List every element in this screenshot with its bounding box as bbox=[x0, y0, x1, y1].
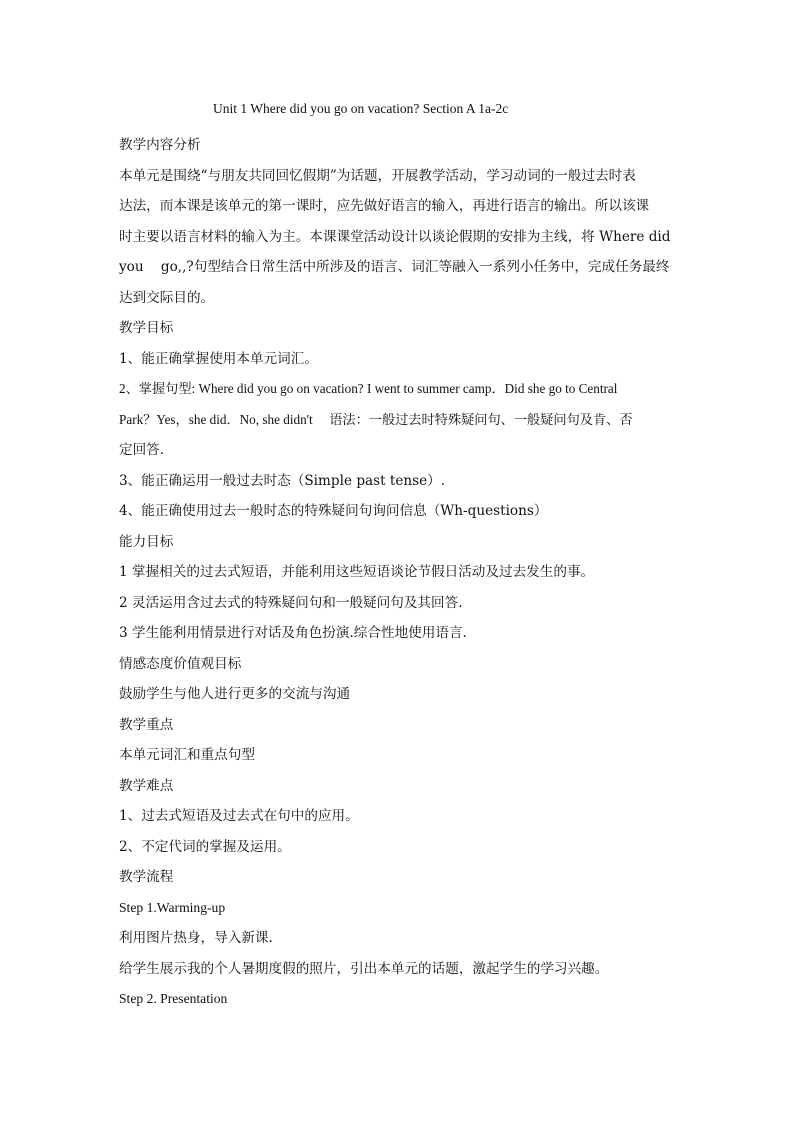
step-heading: Step 1.Warming-up bbox=[119, 899, 226, 915]
heading-emotion-goals: 情感态度价值观目标 bbox=[119, 655, 242, 672]
step-heading: Step 2. Presentation bbox=[119, 991, 228, 1006]
paragraph-line: 时主要以语言材料的输入为主。本课课堂活动设计以谈论假期的安排为主线，将 Where did bbox=[119, 228, 671, 245]
list-item: 1、过去式短语及过去式在句中的应用。 bbox=[119, 808, 359, 824]
list-item: 2、不定代词的掌握及运用。 bbox=[119, 838, 291, 855]
list-item-continued: Park？Yes，she did．No, she didn't 语法：一般过去时特殊疑问句、一般疑问句及肯、否 bbox=[119, 411, 633, 427]
list-item: 3 学生能利用情景进行对话及角色扮演.综合性地使用语言. bbox=[119, 625, 467, 641]
heading-difficulties: 教学难点 bbox=[119, 777, 174, 794]
paragraph-line: 鼓励学生与他人进行更多的交流与沟通 bbox=[119, 686, 351, 702]
paragraph-line: 本单元词汇和重点句型 bbox=[119, 747, 255, 763]
list-item: 1 掌握相关的过去式短语，并能利用这些短语谈论节假日活动及过去发生的事。 bbox=[119, 564, 595, 580]
paragraph-line: 达法，而本课是该单元的第一课时，应先做好语言的输入，再进行语言的输出。所以该课 bbox=[119, 198, 650, 214]
list-item-continued: 定回答. bbox=[119, 442, 165, 458]
paragraph-line: 给学生展示我的个人暑期度假的照片，引出本单元的话题，激起学生的学习兴趣。 bbox=[119, 960, 609, 977]
paragraph-line: 达到交际目的。 bbox=[119, 289, 215, 306]
heading-key-points: 教学重点 bbox=[119, 716, 174, 733]
heading-ability-goals: 能力目标 bbox=[119, 533, 174, 550]
list-item: 2、掌握句型: Where did you go on vacation? I went to summer camp．Did she go to Central bbox=[119, 381, 618, 396]
document-title: Unit 1 Where did you go on vacation? Section A 1a-2c bbox=[213, 101, 509, 116]
list-item: 3、能正确运用一般过去时态（Simple past tense）. bbox=[119, 472, 446, 489]
paragraph-line: 本单元是围绕“与朋友共同回忆假期”为话题，开展教学活动，学习动词的一般过去时表 bbox=[119, 167, 636, 184]
heading-content-analysis: 教学内容分析 bbox=[119, 137, 201, 153]
document-body bbox=[119, 130, 675, 1015]
paragraph-line: you go,,?句型结合日常生活中所涉及的语言、词汇等融入一系列小任务中，完成任务最终 bbox=[119, 259, 670, 275]
list-item: 2 灵活运用含过去式的特殊疑问句和一般疑问句及其回答. bbox=[119, 594, 463, 611]
list-item: 1、能正确掌握使用本单元词汇。 bbox=[119, 350, 318, 367]
paragraph-line: 利用图片热身，导入新课. bbox=[119, 930, 273, 946]
heading-teaching-process: 教学流程 bbox=[119, 869, 174, 885]
heading-teaching-goals: 教学目标 bbox=[119, 320, 174, 336]
list-item: 4、能正确使用过去一般时态的特殊疑问句询问信息（Wh-questions） bbox=[119, 503, 548, 519]
